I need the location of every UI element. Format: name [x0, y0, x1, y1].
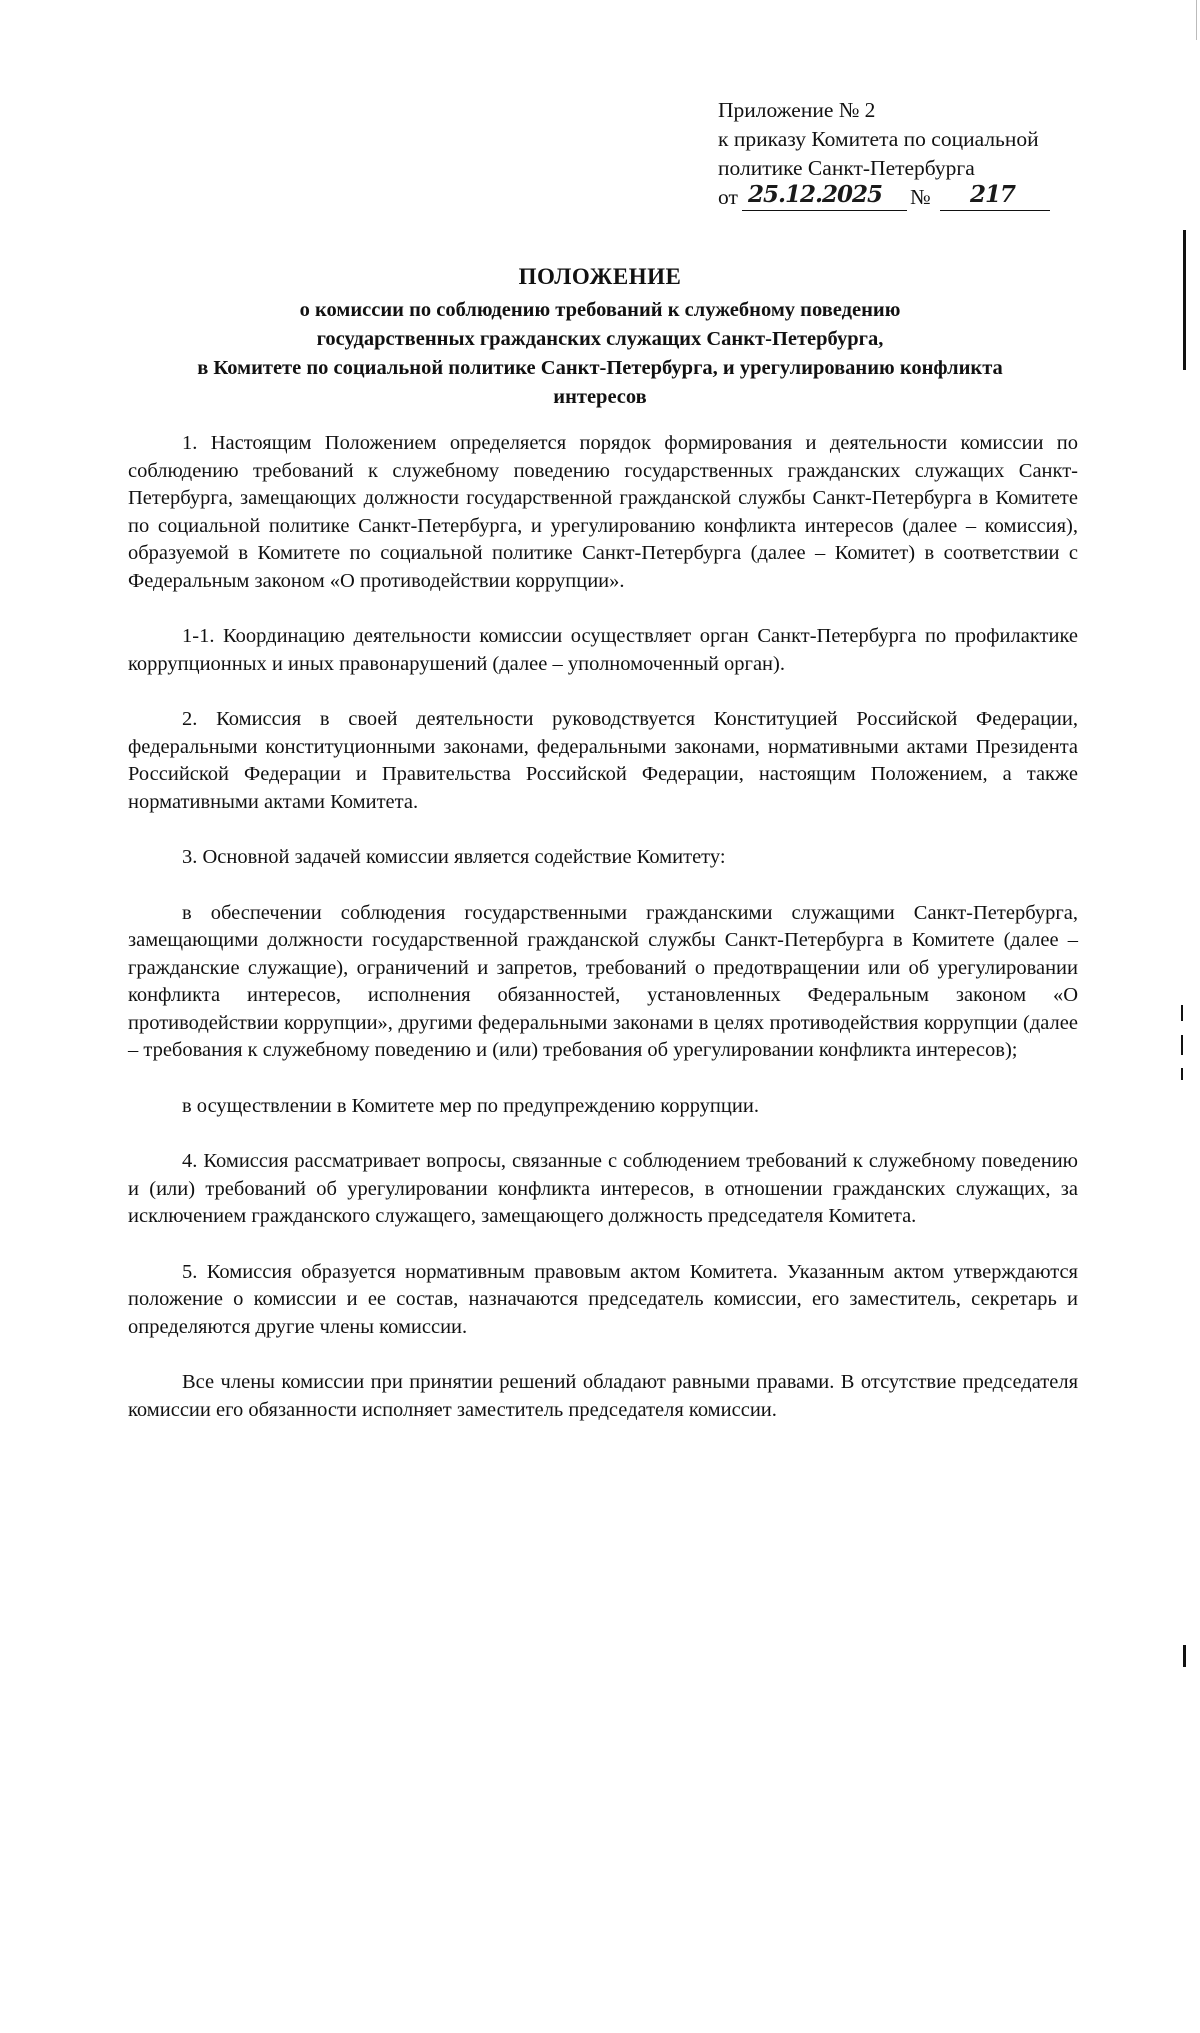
handwritten-number: 217	[970, 181, 1016, 208]
paragraph-3: 3. Основной задачей комиссии является содействие Комитету:	[182, 846, 726, 868]
date-underline	[742, 210, 907, 211]
appendix-line-3: политике Санкт-Петербурга	[718, 156, 975, 180]
appendix-reference	[718, 96, 1098, 213]
title-line-4: интересов	[553, 386, 647, 408]
appendix-line-1: Приложение № 2	[718, 98, 876, 122]
scan-mark	[1181, 1035, 1183, 1055]
title-line-3: в Комитете по социальной политике Санкт-Петербурга, и урегулированию конфликта	[197, 357, 1003, 379]
document-title	[120, 262, 1080, 412]
scan-mark	[1183, 230, 1186, 370]
paragraph-5-continued: Все члены комиссии при принятии решений обладают равными правами. В отсутствие председателя комиссии его обязанности исполняет заместитель председателя комиссии.	[128, 1371, 1078, 1421]
scan-mark	[1181, 1005, 1183, 1021]
title-main: ПОЛОЖЕНИЕ	[518, 264, 682, 289]
document-body	[128, 430, 1078, 1452]
paragraph-2: 2. Комиссия в своей деятельности руководствуется Конституцией Российской Федерации, федеральными конституционными законами, федеральными законами, нормативными актами Президента Российской Федерации и Правительства Российской Федерации, настоящим Положением, а также нормативными актами Комитета.	[128, 708, 1078, 813]
order-date-number-line	[718, 183, 1098, 213]
handwritten-date: 25.12.2025	[748, 181, 883, 208]
appendix-line-2: к приказу Комитета по социальной	[718, 127, 1039, 151]
paragraph-3-item-2: в осуществлении в Комитете мер по предупреждению коррупции.	[182, 1094, 759, 1117]
scan-mark	[1183, 1645, 1186, 1667]
paragraph-5: 5. Комиссия образуется нормативным правовым актом Комитета. Указанным актом утверждаются положение о комиссии и ее состав, назначаются председатель комиссии, его заместитель, секретарь и определяются другие члены комиссии.	[128, 1260, 1078, 1338]
title-line-1: о комиссии по соблюдению требований к служебному поведению	[299, 299, 901, 321]
paragraph-1: 1. Настоящим Положением определяется порядок формирования и деятельности комиссии по соблюдению требований к служебному поведению государственных гражданских служащих Санкт-Петербурга, замещающих должности государственной гражданской службы Санкт-Петербурга в Комитете по социальной политике Санкт-Петербурга, и урегулированию конфликта интересов (далее – комиссия), образуемой в Комитете по социальной политике Санкт-Петербурга (далее – Комитет) в соответствии с Федеральным законом «О противодействии коррупции».	[128, 432, 1078, 592]
paragraph-3-item-1: в обеспечении соблюдения государственными гражданскими служащими Санкт-Петербурга, замещающими должности государственной гражданской службы Санкт-Петербурга в Комитете (далее – гражданские служащие), ограничений и запретов, требований о предотвращении или об урегулировании конфликта интересов, исполнения обязанностей, установленных Федеральным законом «О противодействии коррупции», другими федеральными законами в целях противодействия коррупции (далее – требования к служебному поведению и (или) требования об урегулировании конфликта интересов);	[128, 901, 1078, 1061]
number-prefix: №	[910, 185, 931, 209]
title-line-2: государственных гражданских служащих Санкт-Петербурга,	[316, 328, 884, 350]
date-prefix: от	[718, 185, 738, 209]
scan-mark	[1181, 1068, 1183, 1080]
scan-edge	[1196, 0, 1197, 40]
paragraph-1-1: 1-1. Координацию деятельности комиссии осуществляет орган Санкт-Петербурга по профилактике коррупционных и иных правонарушений (далее – уполномоченный орган).	[128, 625, 1078, 675]
paragraph-4: 4. Комиссия рассматривает вопросы, связанные с соблюдением требований к служебному поведению и (или) требований об урегулировании конфликта интересов, в отношении гражданских служащих, за исключением гражданского служащего, замещающего должность председателя Комитета.	[128, 1150, 1078, 1227]
number-underline	[940, 210, 1050, 211]
